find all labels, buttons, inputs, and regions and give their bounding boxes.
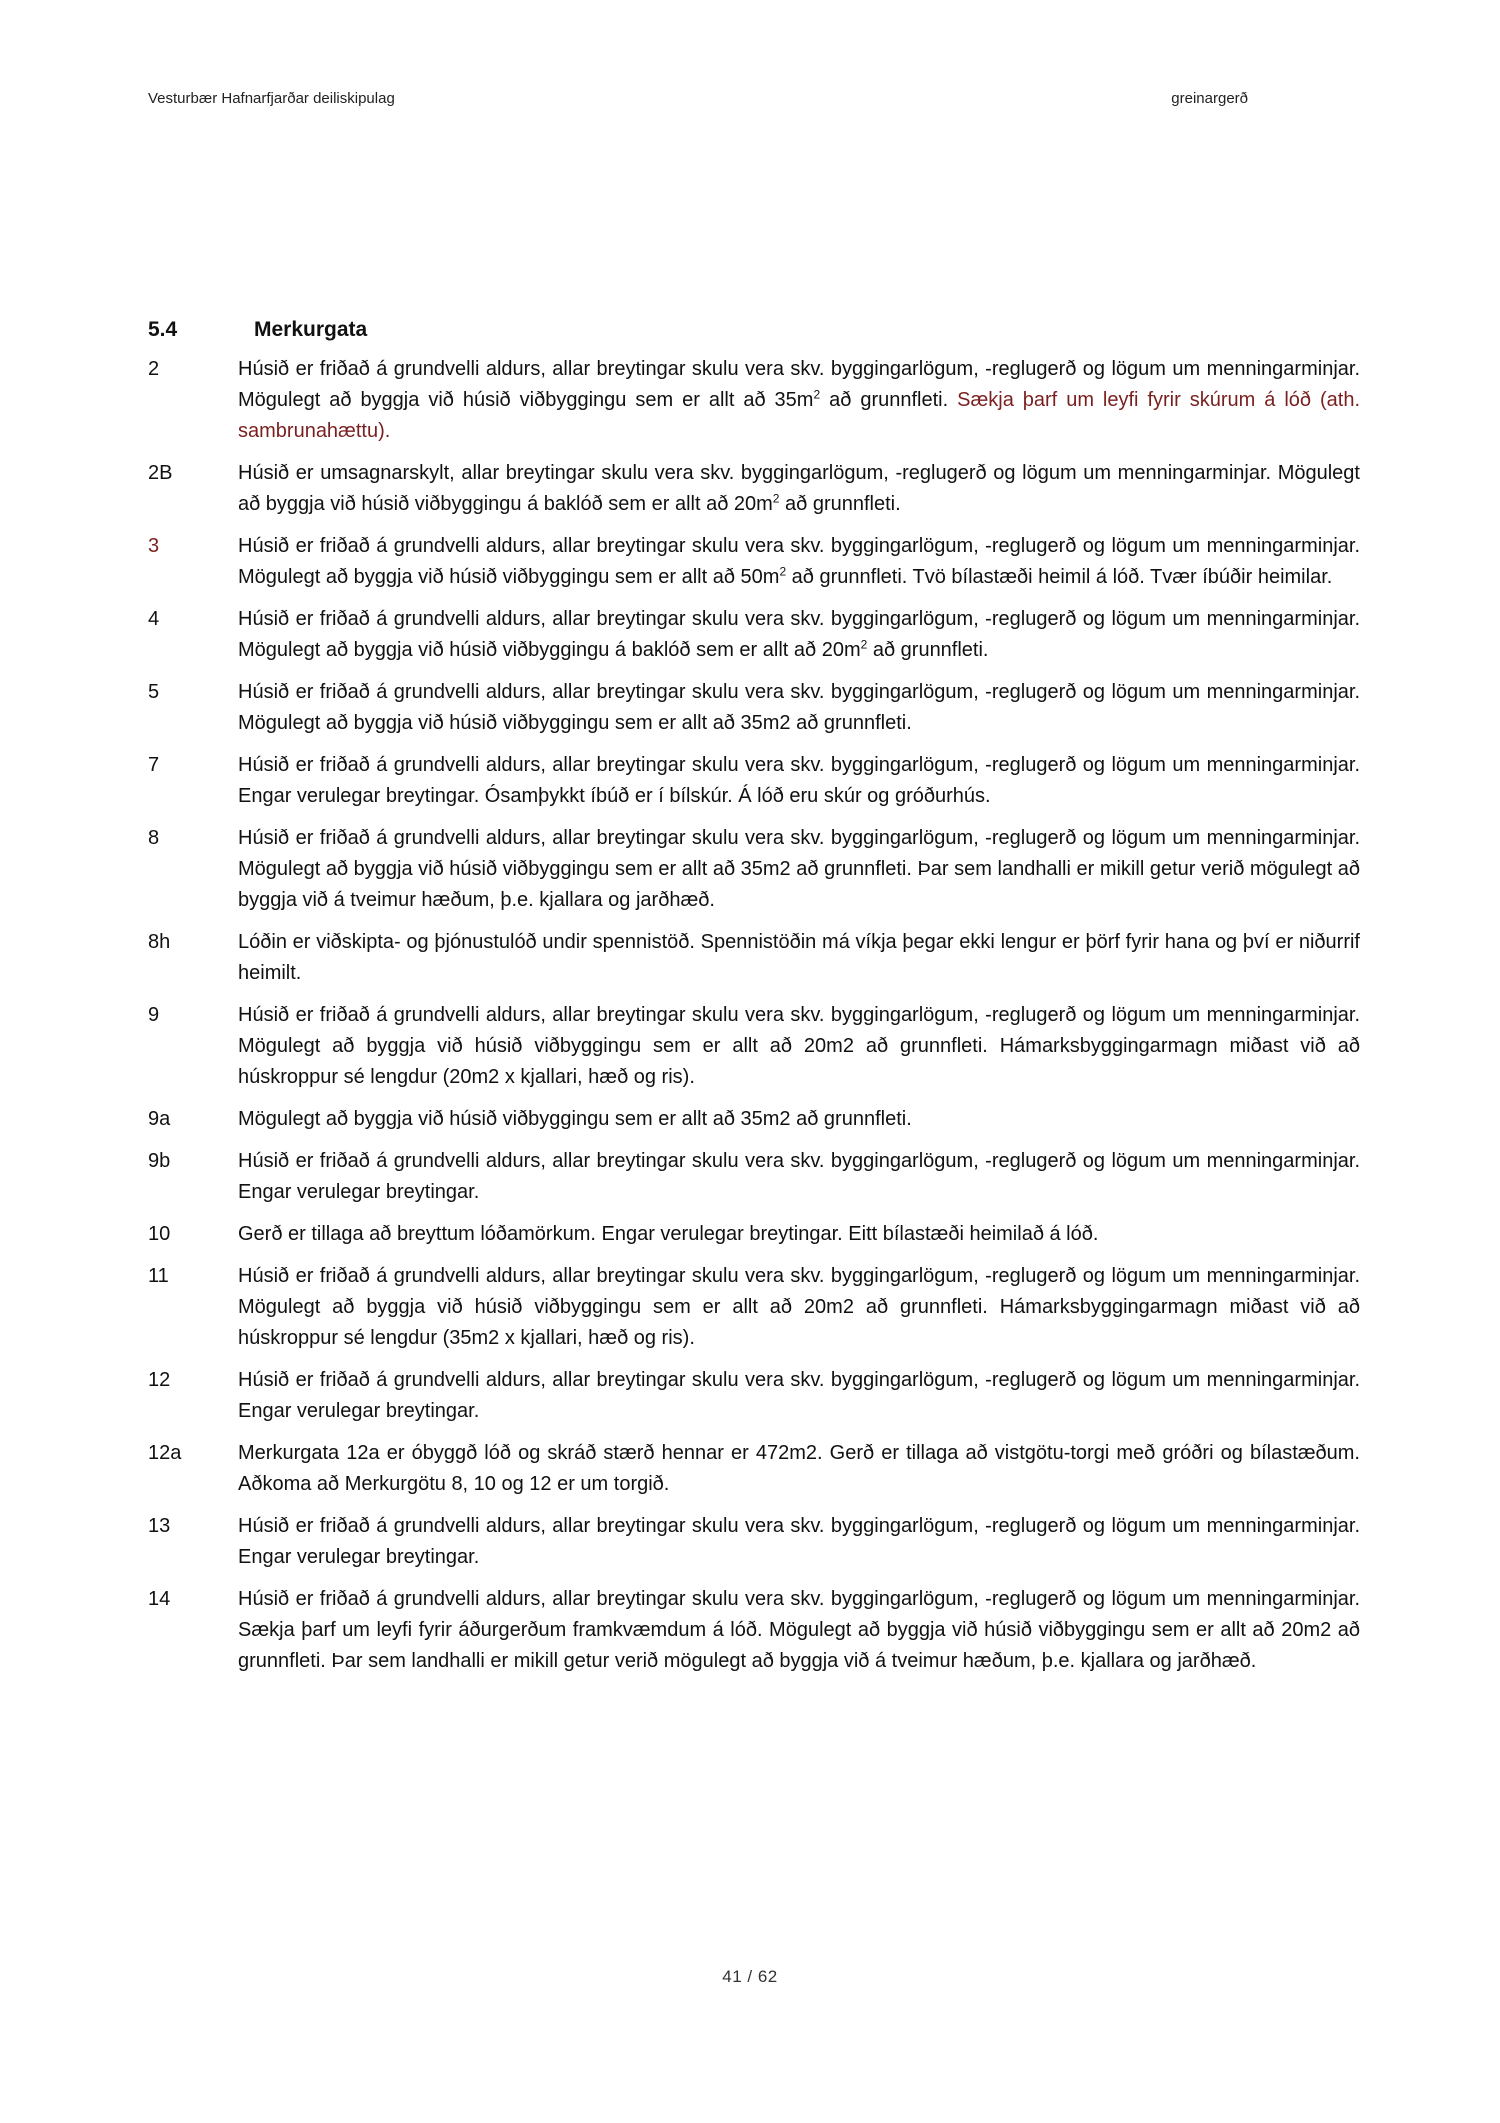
entry-text: Lóðin er viðskipta- og þjónustulóð undir spennistöð. Spennistöðin má víkja þegar ekki lengur er þörf fyrir hana og því er niðurrif heimilt. [238, 931, 1360, 984]
lot-number: 8 [148, 827, 160, 849]
entry-text: Húsið er friðað á grundvelli aldurs, allar breytingar skulu vera skv. byggingarlögum, -reglugerð og lögum um menningarminjar. Mögulegt að byggja við húsið viðbyggingu á baklóð sem er allt að $20m^2$ að grunnfleti. [238, 608, 1360, 661]
lot-number: 9a [148, 1108, 171, 1130]
entry [148, 1438, 1360, 1500]
entry-text: Húsið er friðað á grundvelli aldurs, allar breytingar skulu vera skv. byggingarlögum, -reglugerð og lögum um menningarminjar. Mögulegt að byggja við húsið viðbyggingu sem er allt að $35m^2$ að grunnfleti. Sækja þarf um leyfi fyrir skúrum á lóð (ath. sambrunahættu). [238, 358, 1361, 442]
entry [148, 927, 1360, 989]
lot-number: 12a [148, 1442, 182, 1464]
entry-text: Húsið er friðað á grundvelli aldurs, allar breytingar skulu vera skv. byggingarlögum, -reglugerð og lögum um menningarminjar. Mögulegt að byggja við húsið viðbyggingu sem er allt að 35m2 að grunnfleti. [238, 681, 1360, 734]
entry [148, 677, 1360, 739]
lot-number: 11 [148, 1265, 169, 1287]
lot-number: 5 [148, 681, 160, 703]
lot-number: 13 [148, 1515, 171, 1537]
entry-text: Húsið er friðað á grundvelli aldurs, allar breytingar skulu vera skv. byggingarlögum, -reglugerð og lögum um menningarminjar. Sækja þarf um leyfi fyrir áðurgerðum framkvæmdum á lóð. Mögulegt að byggja við húsið viðbyggingu sem er allt að 20m2 að grunnfleti. Þar sem landhalli er mikill getur verið mögulegt að byggja við á tveimur hæðum, þ.e. kjallara og jarðhæð. [238, 1588, 1360, 1672]
section-title: Merkurgata [254, 318, 368, 341]
entry-text: Húsið er friðað á grundvelli aldurs, allar breytingar skulu vera skv. byggingarlögum, -reglugerð og lögum um menningarminjar. Engar verulegar breytingar. [238, 1515, 1360, 1568]
lot-number: 14 [148, 1588, 171, 1610]
entry-text: Gerð er tillaga að breyttum lóðamörkum. Engar verulegar breytingar. Eitt bílastæði heimilað á lóð. [238, 1223, 1099, 1245]
entry [148, 1000, 1360, 1093]
entry [148, 823, 1360, 916]
entry [148, 604, 1360, 666]
entry-text: Húsið er friðað á grundvelli aldurs, allar breytingar skulu vera skv. byggingarlögum, -reglugerð og lögum um menningarminjar. Mögulegt að byggja við húsið viðbyggingu sem er allt að $50m^2$ að grunnfleti. Tvö bílastæði heimil á lóð. Tvær íbúðir heimilar. [238, 535, 1360, 588]
entry-text: Húsið er friðað á grundvelli aldurs, allar breytingar skulu vera skv. byggingarlögum, -reglugerð og lögum um menningarminjar. Mögulegt að byggja við húsið viðbyggingu sem er allt að 20m2 að grunnfleti. Hámarksbyggingarmagn miðast við að húskroppur sé lengdur (20m2 x kjallari, hæð og ris). [238, 1004, 1360, 1088]
entry-note: Sækja þarf um leyfi fyrir skúrum á lóð (ath. sambrunahættu). [238, 389, 1361, 442]
section-number: 5.4 [148, 318, 178, 341]
header-right: greinargerð [1171, 90, 1248, 107]
entry [148, 1584, 1360, 1677]
entry [148, 1261, 1360, 1354]
entry [148, 1365, 1360, 1427]
entry-text: Mögulegt að byggja við húsið viðbyggingu sem er allt að 35m2 að grunnfleti. [238, 1108, 912, 1130]
entry [148, 1104, 1360, 1135]
lot-number: 12 [148, 1369, 171, 1391]
lot-number: 8h [148, 931, 171, 953]
entry-text: Húsið er friðað á grundvelli aldurs, allar breytingar skulu vera skv. byggingarlögum, -reglugerð og lögum um menningarminjar. Engar verulegar breytingar. Ósamþykkt íbúð er í bílskúr. Á lóð eru skúr og gróðurhús. [238, 754, 1360, 807]
entry [148, 354, 1360, 447]
section-heading [148, 318, 1360, 342]
header-left: Vesturbær Hafnarfjarðar deiliskipulag [148, 90, 395, 107]
entry [148, 1219, 1360, 1250]
page-number: 41 / 62 [722, 1967, 778, 1986]
lot-number: 2B [148, 462, 173, 484]
entry-text: Húsið er friðað á grundvelli aldurs, allar breytingar skulu vera skv. byggingarlögum, -reglugerð og lögum um menningarminjar. Engar verulegar breytingar. [238, 1369, 1360, 1422]
entry-text: Húsið er friðað á grundvelli aldurs, allar breytingar skulu vera skv. byggingarlögum, -reglugerð og lögum um menningarminjar. Engar verulegar breytingar. [238, 1150, 1360, 1203]
entry [148, 531, 1360, 593]
entry-text: Húsið er friðað á grundvelli aldurs, allar breytingar skulu vera skv. byggingarlögum, -reglugerð og lögum um menningarminjar. Mögulegt að byggja við húsið viðbyggingu sem er allt að 35m2 að grunnfleti. Þar sem landhalli er mikill getur verið mögulegt að byggja við á tveimur hæðum, þ.e. kjallara og jarðhæð. [238, 827, 1360, 911]
entry-text: Merkurgata 12a er óbyggð lóð og skráð stærð hennar er 472m2. Gerð er tillaga að vistgötu-torgi með gróðri og bílastæðum. Aðkoma að Merkurgötu 8, 10 og 12 er um torgið. [238, 1442, 1360, 1495]
lot-number: 7 [148, 754, 160, 776]
entry-text: Húsið er friðað á grundvelli aldurs, allar breytingar skulu vera skv. byggingarlögum, -reglugerð og lögum um menningarminjar. Mögulegt að byggja við húsið viðbyggingu sem er allt að 20m2 að grunnfleti. Hámarksbyggingarmagn miðast við að húskroppur sé lengdur (35m2 x kjallari, hæð og ris). [238, 1265, 1360, 1349]
lot-number: 2 [148, 358, 160, 380]
entry [148, 1511, 1360, 1573]
lot-number: 9b [148, 1150, 171, 1172]
entry [148, 750, 1360, 812]
running-header [148, 90, 1248, 107]
entry [148, 458, 1360, 520]
lot-number: 9 [148, 1004, 160, 1026]
lot-number: 3 [148, 535, 160, 557]
section-merkurgata [148, 318, 1360, 1688]
entry-text: Húsið er umsagnarskylt, allar breytingar skulu vera skv. byggingarlögum, -reglugerð og lögum um menningarminjar. Mögulegt að byggja við húsið viðbyggingu á baklóð sem er allt að $20m^2$ að grunnfleti. [238, 462, 1360, 515]
entry [148, 1146, 1360, 1208]
lot-number: 10 [148, 1223, 171, 1245]
lot-number: 4 [148, 608, 160, 630]
